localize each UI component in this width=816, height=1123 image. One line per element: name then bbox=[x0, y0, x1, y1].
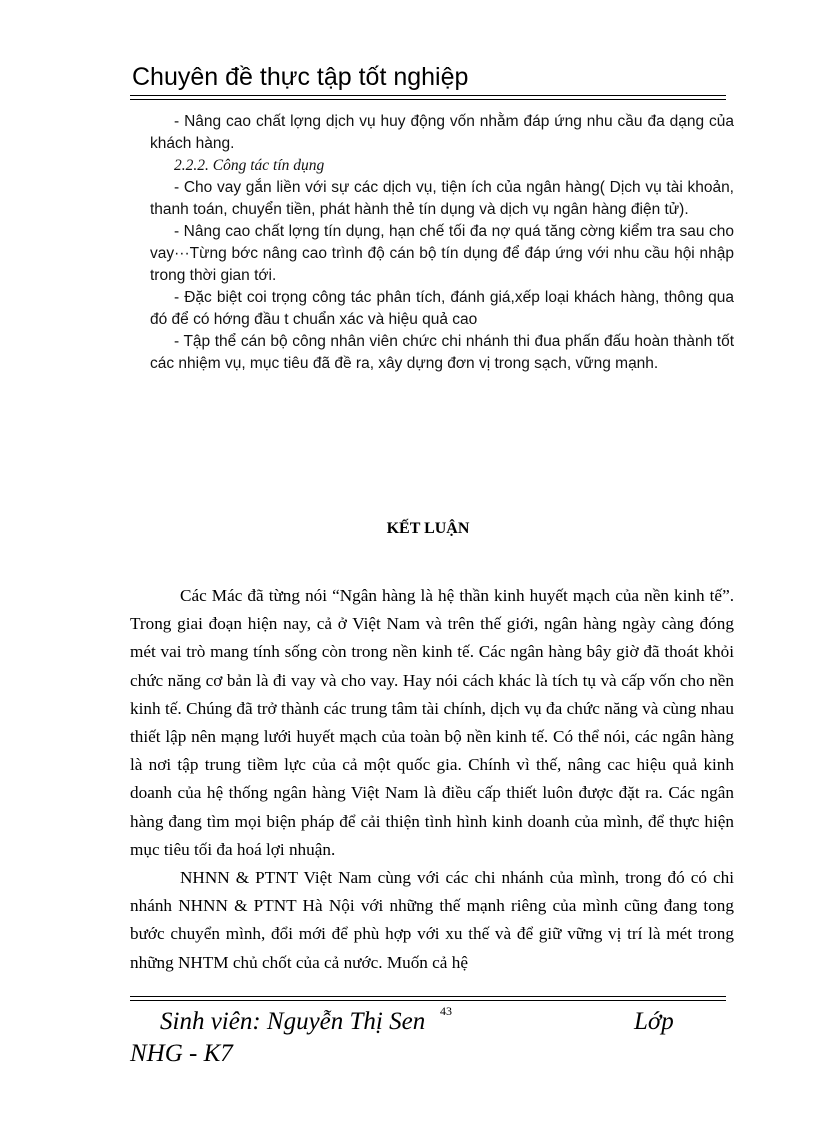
section-paragraph: - Tập thể cán bộ công nhân viên chức chi nhánh thi đua phấn đấu hoàn thành tốt các nhiệm vụ, mục tiêu đã đề ra, xây dựng đơn vị trong sạch, vững mạnh. bbox=[150, 333, 734, 372]
header-rule-top bbox=[130, 95, 726, 96]
conclusion-title: KẾT LUẬN bbox=[386, 520, 470, 537]
section-content bbox=[150, 111, 734, 375]
section-paragraph: - Cho vay gắn liền với sự các dịch vụ, tiện ích của ngân hàng( Dịch vụ tài khoản, thanh toán, chuyển tiền, phát hành thẻ tín dụng và dịch vụ ngân hàng điện tử). bbox=[150, 179, 734, 218]
section-paragraph: - Nâng cao chất lợng dịch vụ huy động vốn nhằm đáp ứng nhu cầu đa dạng của khách hàng. bbox=[150, 113, 734, 152]
section-paragraph: - Nâng cao chất lợng tín dụng, hạn chế tối đa nợ quá tăng cờng kiểm tra sau cho vay···Từng bớc nâng cao trình độ cán bộ tín dụng để đáp ứng với nhu cầu hội nhập trong thời gian tới. bbox=[150, 223, 734, 284]
footer-class-label: Lớp bbox=[634, 1008, 674, 1035]
conclusion-body bbox=[130, 582, 734, 977]
conclusion-paragraph: NHNN & PTNT Việt Nam cùng với các chi nhánh của mình, trong đó có chi nhánh NHNN & PTNT Hà Nội với những thế mạnh riêng của mình cũng đang tong bước chuyển mình, đổi mới để phù hợp với xu thế và để giữ vững vị trí là mét trong những NHTM chủ chốt của cả nước. Muốn cả hệ bbox=[130, 868, 734, 972]
header-rule-bottom bbox=[130, 99, 726, 100]
section-paragraph: - Đặc biệt coi trọng công tác phân tích, đánh giá,xếp loại khách hàng, thông qua đó để có hớng đầu t chuẩn xác và hiệu quả cao bbox=[150, 289, 734, 328]
footer-rule-top bbox=[130, 996, 726, 997]
section-subheading: 2.2.2. Công tác tín dụng bbox=[174, 157, 325, 174]
page-number: 43 bbox=[440, 1004, 452, 1018]
footer-class-code: NHG - K7 bbox=[130, 1040, 233, 1067]
footer-rule-bottom bbox=[130, 1000, 726, 1001]
conclusion-paragraph: Các Mác đã từng nói “Ngân hàng là hệ thần kinh huyết mạch của nền kinh tế”. Trong giai đoạn hiện nay, cả ở Việt Nam và trên thế giới, ngân hàng ngày càng đóng mét vai trò mang tính sống còn trong nền kinh tế. Các ngân hàng bây giờ đã thoát khỏi chức năng cơ bản là đi vay và cho vay. Hay nói cách khác là tích tụ và cấp vốn cho nền kinh tế. Chúng đã trở thành các trung tâm tài chính, dịch vụ đa chức năng và cùng nhau thiết lập nên mạng lưới huyết mạch của toàn bộ nền kinh tế. Có thể nói, các ngân hàng là nơi tập trung tiềm lực của cả một quốc gia. Chính vì thế, nâng cac hiệu quả kinh doanh của hệ thống ngân hàng Việt Nam là điều cấp thiết luôn được đặt ra. Các ngân hàng đang tìm mọi biện pháp để cải thiện tình hình kinh doanh của mình, để thực hiện mục tiêu tối đa hoá lợi nhuận. bbox=[130, 586, 734, 859]
page-header-title: Chuyên đề thực tập tốt nghiệp bbox=[132, 63, 469, 91]
footer-student-name: Sinh viên: Nguyễn Thị Sen bbox=[160, 1008, 426, 1035]
